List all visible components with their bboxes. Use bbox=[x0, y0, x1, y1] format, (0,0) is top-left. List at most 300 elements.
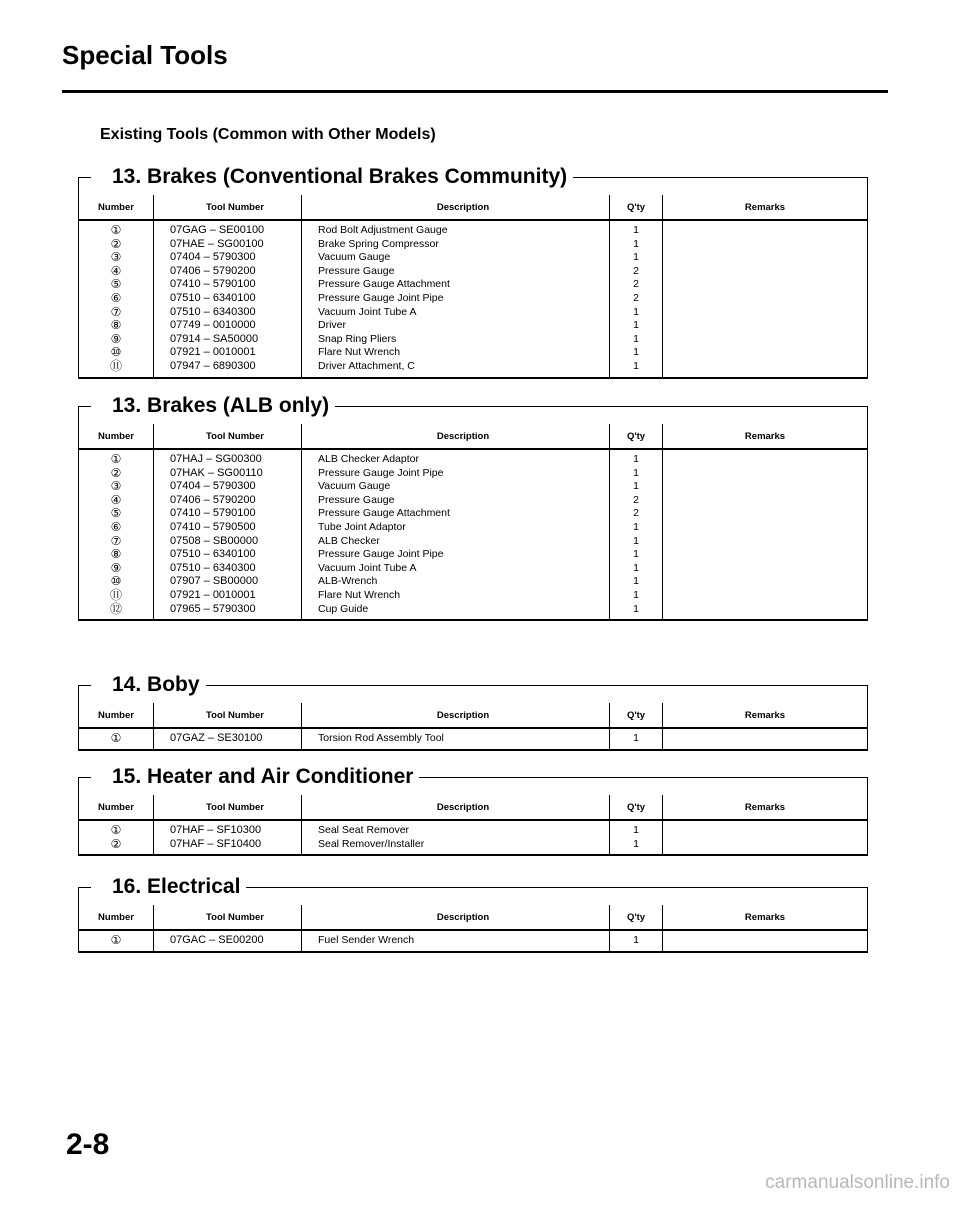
tool-number bbox=[170, 575, 300, 589]
tool-qty-text: 1 bbox=[633, 837, 639, 850]
header-remarks: Remarks bbox=[663, 195, 868, 220]
tool-description-text: Pressure Gauge bbox=[318, 493, 395, 506]
item-number bbox=[80, 548, 152, 562]
item-number bbox=[80, 934, 152, 948]
tool-description-text: Pressure Gauge Attachment bbox=[318, 507, 450, 520]
section-bracket bbox=[78, 887, 91, 906]
tool-description-text: Driver Attachment, C bbox=[318, 359, 415, 372]
tool-description-text: Pressure Gauge Joint Pipe bbox=[318, 291, 444, 304]
item-number-text: ① bbox=[110, 223, 122, 237]
item-number-text: ⑤ bbox=[110, 506, 122, 521]
tool-qty bbox=[611, 265, 661, 279]
tool-description bbox=[318, 480, 608, 494]
tool-description bbox=[318, 575, 608, 589]
header-qty: Q'ty bbox=[610, 424, 663, 449]
tool-description bbox=[318, 589, 608, 603]
tool-description-text: ALB Checker bbox=[318, 534, 380, 547]
tool-qty bbox=[611, 548, 661, 562]
tool-number-text: 07406 – 5790200 bbox=[170, 264, 256, 277]
item-number bbox=[80, 306, 152, 320]
tool-number-text: 07HAF – SF10300 bbox=[170, 824, 262, 836]
tool-number-text: 07510 – 6340300 bbox=[170, 305, 256, 318]
tool-qty-text: 1 bbox=[633, 520, 639, 533]
tool-description-text: Flare Nut Wrench bbox=[318, 588, 401, 601]
tool-description-text: Pressure Gauge Joint Pipe bbox=[318, 548, 444, 561]
item-number-text: ③ bbox=[110, 479, 122, 494]
remarks-cell bbox=[663, 220, 868, 378]
header-row bbox=[79, 424, 868, 449]
item-number-text: ③ bbox=[110, 250, 122, 265]
item-number-text: ⑦ bbox=[110, 304, 122, 319]
qty-cell bbox=[610, 728, 663, 750]
item-number bbox=[80, 521, 152, 535]
tool-qty bbox=[611, 346, 661, 360]
tool-number-text: 07410 – 5790100 bbox=[170, 507, 256, 520]
tool-number bbox=[170, 467, 300, 481]
page-subtitle: Existing Tools (Common with Other Models) bbox=[100, 126, 436, 143]
tool-number-cell bbox=[154, 930, 302, 952]
remarks-cell bbox=[663, 820, 868, 855]
tool-description bbox=[318, 238, 608, 252]
item-number bbox=[80, 278, 152, 292]
tool-description bbox=[318, 548, 608, 562]
section-heater-air-conditioner bbox=[78, 763, 868, 856]
section-title: 16. Electrical bbox=[112, 875, 246, 899]
tool-number bbox=[170, 507, 300, 521]
remarks-cell bbox=[663, 449, 868, 620]
tool-qty-text: 1 bbox=[633, 224, 639, 236]
tools-table bbox=[78, 905, 868, 953]
header-row bbox=[79, 905, 868, 930]
tool-number bbox=[170, 453, 300, 467]
tool-description bbox=[318, 521, 608, 535]
tool-number bbox=[170, 346, 300, 360]
header-remarks: Remarks bbox=[663, 703, 868, 728]
section-rule-cap bbox=[867, 685, 868, 703]
tool-number bbox=[170, 238, 300, 252]
header-qty: Q'ty bbox=[610, 195, 663, 220]
item-number bbox=[80, 480, 152, 494]
remarks-cell bbox=[663, 728, 868, 750]
tool-qty-text: 1 bbox=[633, 346, 639, 359]
qty-cell bbox=[610, 820, 663, 855]
tool-qty-text: 1 bbox=[633, 466, 639, 479]
tool-description bbox=[318, 306, 608, 320]
tool-qty-text: 2 bbox=[633, 278, 639, 291]
tool-number bbox=[170, 603, 300, 617]
section-body bbox=[78, 671, 868, 751]
tool-number-text: 07914 – SA50000 bbox=[170, 332, 259, 345]
tool-number bbox=[170, 292, 300, 306]
qty-cell bbox=[610, 449, 663, 620]
item-number-text: ⑩ bbox=[110, 345, 122, 360]
tool-qty bbox=[611, 238, 661, 252]
tool-qty-text: 2 bbox=[633, 291, 639, 304]
tool-number-text: 07508 – SB00000 bbox=[170, 534, 259, 547]
tool-number bbox=[170, 333, 300, 347]
tool-description-text: Torsion Rod Assembly Tool bbox=[318, 732, 444, 744]
number-cell bbox=[79, 728, 154, 750]
tool-description bbox=[318, 732, 608, 746]
tool-number-cell bbox=[154, 449, 302, 620]
description-cell bbox=[302, 220, 610, 378]
tool-number-text: 07GAG – SE00100 bbox=[170, 224, 265, 236]
header-description: Description bbox=[302, 424, 610, 449]
number-cell bbox=[79, 930, 154, 952]
tool-description bbox=[318, 824, 608, 838]
tool-description bbox=[318, 224, 608, 238]
tool-qty-text: 1 bbox=[633, 359, 639, 372]
tool-number bbox=[170, 824, 300, 838]
tools-table bbox=[78, 795, 868, 856]
item-number-text: ① bbox=[110, 731, 122, 745]
tool-number bbox=[170, 589, 300, 603]
tool-qty bbox=[611, 824, 661, 838]
header-row bbox=[79, 795, 868, 820]
number-cell bbox=[79, 220, 154, 378]
item-number-text: ⑪ bbox=[109, 587, 122, 602]
item-number bbox=[80, 535, 152, 549]
tool-qty-text: 1 bbox=[633, 319, 639, 332]
item-number-text: ② bbox=[110, 465, 122, 480]
tool-description-text: Cup Guide bbox=[318, 602, 369, 615]
tool-description-text: Pressure Gauge Joint Pipe bbox=[318, 466, 444, 479]
tools-table bbox=[78, 703, 868, 751]
header-row bbox=[79, 195, 868, 220]
section-bracket bbox=[78, 777, 91, 796]
header-description: Description bbox=[302, 905, 610, 930]
header-description: Description bbox=[302, 195, 610, 220]
tool-description-text: Rod Bolt Adjustment Gauge bbox=[318, 224, 448, 236]
tool-number bbox=[170, 838, 300, 852]
item-number bbox=[80, 575, 152, 589]
header-qty: Q'ty bbox=[610, 795, 663, 820]
tool-number-text: 07410 – 5790100 bbox=[170, 278, 256, 291]
tool-description bbox=[318, 278, 608, 292]
header-description: Description bbox=[302, 795, 610, 820]
table-row bbox=[79, 220, 868, 378]
item-number bbox=[80, 292, 152, 306]
section-title: 15. Heater and Air Conditioner bbox=[112, 765, 419, 789]
number-cell bbox=[79, 449, 154, 620]
tool-qty bbox=[611, 603, 661, 617]
description-cell bbox=[302, 449, 610, 620]
item-number bbox=[80, 494, 152, 508]
item-number bbox=[80, 224, 152, 238]
section-title: 13. Brakes (ALB only) bbox=[112, 394, 335, 418]
tool-qty bbox=[611, 333, 661, 347]
tool-description bbox=[318, 319, 608, 333]
section-electrical bbox=[78, 873, 868, 953]
item-number bbox=[80, 238, 152, 252]
tool-number-text: 07410 – 5790500 bbox=[170, 520, 256, 533]
tool-number bbox=[170, 265, 300, 279]
header-tool-number: Tool Number bbox=[154, 905, 302, 930]
item-number bbox=[80, 507, 152, 521]
tool-number bbox=[170, 306, 300, 320]
tool-qty bbox=[611, 360, 661, 374]
tool-description bbox=[318, 453, 608, 467]
section-header bbox=[78, 873, 868, 905]
item-number bbox=[80, 603, 152, 617]
tool-description bbox=[318, 333, 608, 347]
section-title: 13. Brakes (Conventional Brakes Community) bbox=[112, 165, 573, 189]
tool-number-text: 07510 – 6340100 bbox=[170, 291, 256, 304]
item-number-text: ④ bbox=[110, 492, 122, 507]
item-number-text: ① bbox=[110, 823, 122, 837]
header-number: Number bbox=[79, 703, 154, 728]
tool-qty-text: 1 bbox=[633, 548, 639, 561]
section-header bbox=[78, 392, 868, 424]
item-number-text: ① bbox=[110, 933, 122, 947]
tool-number-text: 07406 – 5790200 bbox=[170, 493, 256, 506]
tool-qty bbox=[611, 732, 661, 746]
tool-description-text: Pressure Gauge bbox=[318, 264, 395, 277]
tools-table bbox=[78, 424, 868, 621]
tool-number-cell bbox=[154, 820, 302, 855]
tool-number-text: 07HAK – SG00110 bbox=[170, 466, 263, 479]
tool-qty-text: 1 bbox=[633, 332, 639, 345]
tool-qty bbox=[611, 507, 661, 521]
tool-qty bbox=[611, 224, 661, 238]
tool-qty-text: 1 bbox=[633, 480, 639, 493]
tool-qty bbox=[611, 521, 661, 535]
tool-qty-text: 1 bbox=[633, 732, 639, 744]
item-number-text: ⑤ bbox=[110, 277, 122, 292]
header-tool-number: Tool Number bbox=[154, 424, 302, 449]
item-number bbox=[80, 346, 152, 360]
description-cell bbox=[302, 820, 610, 855]
section-rule-cap bbox=[867, 777, 868, 795]
tool-description bbox=[318, 603, 608, 617]
tool-qty-text: 1 bbox=[633, 824, 639, 836]
tool-qty bbox=[611, 467, 661, 481]
tool-description-text: Flare Nut Wrench bbox=[318, 346, 401, 359]
tool-description-text: Pressure Gauge Attachment bbox=[318, 278, 450, 291]
tool-description bbox=[318, 251, 608, 265]
item-number bbox=[80, 838, 152, 852]
tool-qty-text: 1 bbox=[633, 602, 639, 615]
header-tool-number: Tool Number bbox=[154, 703, 302, 728]
header-tool-number: Tool Number bbox=[154, 795, 302, 820]
tool-qty-text: 1 bbox=[633, 561, 639, 574]
tool-number-text: 07HAJ – SG00300 bbox=[170, 453, 262, 465]
tool-number bbox=[170, 319, 300, 333]
tool-number bbox=[170, 494, 300, 508]
table-row bbox=[79, 728, 868, 750]
item-number bbox=[80, 251, 152, 265]
tool-qty-text: 2 bbox=[633, 493, 639, 506]
header-number: Number bbox=[79, 795, 154, 820]
tool-qty-text: 1 bbox=[633, 237, 639, 250]
item-number bbox=[80, 467, 152, 481]
tool-description bbox=[318, 934, 608, 948]
header-number: Number bbox=[79, 195, 154, 220]
tool-qty-text: 1 bbox=[633, 305, 639, 318]
tool-description bbox=[318, 562, 608, 576]
tool-description bbox=[318, 467, 608, 481]
tool-number-text: 07907 – SB00000 bbox=[170, 575, 259, 588]
qty-cell bbox=[610, 930, 663, 952]
tool-number-cell bbox=[154, 220, 302, 378]
item-number-text: ⑪ bbox=[109, 358, 122, 373]
item-number bbox=[80, 589, 152, 603]
tool-number bbox=[170, 480, 300, 494]
item-number-text: ① bbox=[110, 452, 122, 466]
section-rule-cap bbox=[867, 887, 868, 905]
header-number: Number bbox=[79, 905, 154, 930]
tool-number-text: 07510 – 6340100 bbox=[170, 548, 256, 561]
section-header bbox=[78, 163, 868, 195]
page-title: Special Tools bbox=[62, 40, 228, 70]
item-number bbox=[80, 333, 152, 347]
tool-description bbox=[318, 360, 608, 374]
tool-qty bbox=[611, 251, 661, 265]
header-remarks: Remarks bbox=[663, 424, 868, 449]
item-number bbox=[80, 453, 152, 467]
item-number bbox=[80, 824, 152, 838]
tool-qty bbox=[611, 494, 661, 508]
qty-cell bbox=[610, 220, 663, 378]
tool-qty-text: 2 bbox=[633, 264, 639, 277]
item-number bbox=[80, 265, 152, 279]
tool-number bbox=[170, 535, 300, 549]
item-number-text: ⑩ bbox=[110, 574, 122, 589]
section-brakes-conventional bbox=[78, 163, 868, 379]
tool-description bbox=[318, 265, 608, 279]
header-row bbox=[79, 703, 868, 728]
tool-description-text: Driver bbox=[318, 319, 346, 332]
tool-number-text: 07HAE – SG00100 bbox=[170, 237, 264, 250]
item-number bbox=[80, 360, 152, 374]
header-qty: Q'ty bbox=[610, 703, 663, 728]
tool-description-text: Vacuum Joint Tube A bbox=[318, 561, 417, 574]
tool-number-cell bbox=[154, 728, 302, 750]
tool-qty-text: 1 bbox=[633, 588, 639, 601]
description-cell bbox=[302, 728, 610, 750]
section-title: 14. Boby bbox=[112, 673, 206, 697]
tool-description bbox=[318, 292, 608, 306]
tool-description bbox=[318, 507, 608, 521]
tool-qty bbox=[611, 934, 661, 948]
tool-description-text: Fuel Sender Wrench bbox=[318, 934, 415, 946]
tool-description-text: Brake Spring Compressor bbox=[318, 237, 439, 250]
tool-qty bbox=[611, 575, 661, 589]
tool-description-text: Vacuum Joint Tube A bbox=[318, 305, 417, 318]
header-number: Number bbox=[79, 424, 154, 449]
section-rule-cap bbox=[867, 177, 868, 195]
tool-description-text: Vacuum Gauge bbox=[318, 251, 391, 264]
tool-number bbox=[170, 562, 300, 576]
tool-number bbox=[170, 934, 300, 948]
tool-description-text: Seal Seat Remover bbox=[318, 824, 410, 836]
title-rule bbox=[62, 90, 888, 93]
tool-qty-text: 2 bbox=[633, 507, 639, 520]
tool-qty-text: 1 bbox=[633, 453, 639, 465]
tool-number-text: 07947 – 6890300 bbox=[170, 359, 256, 372]
tool-number bbox=[170, 251, 300, 265]
item-number-text: ② bbox=[110, 236, 122, 251]
tool-description-text: Vacuum Gauge bbox=[318, 480, 391, 493]
section-bracket bbox=[78, 685, 91, 704]
section-header bbox=[78, 763, 868, 795]
tool-number-text: 07749 – 0010000 bbox=[170, 319, 256, 332]
tool-description-text: Tube Joint Adaptor bbox=[318, 520, 406, 533]
tool-qty bbox=[611, 453, 661, 467]
tool-number bbox=[170, 224, 300, 238]
header-remarks: Remarks bbox=[663, 795, 868, 820]
header-tool-number: Tool Number bbox=[154, 195, 302, 220]
section-rule-cap bbox=[867, 406, 868, 424]
tool-qty-text: 1 bbox=[633, 575, 639, 588]
table-row bbox=[79, 449, 868, 620]
description-cell bbox=[302, 930, 610, 952]
tool-number bbox=[170, 360, 300, 374]
tool-description-text: Seal Remover/Installer bbox=[318, 837, 425, 850]
tool-qty-text: 1 bbox=[633, 534, 639, 547]
tool-qty-text: 1 bbox=[633, 251, 639, 264]
tool-number bbox=[170, 521, 300, 535]
page-number: 2-8 bbox=[66, 1128, 110, 1161]
section-header bbox=[78, 671, 868, 703]
tool-qty bbox=[611, 278, 661, 292]
table-row bbox=[79, 930, 868, 952]
tool-qty bbox=[611, 480, 661, 494]
item-number-text: ⑨ bbox=[110, 560, 122, 575]
item-number-text: ⑦ bbox=[110, 533, 122, 548]
item-number-text: ⑨ bbox=[110, 331, 122, 346]
tool-number bbox=[170, 732, 300, 746]
header-description: Description bbox=[302, 703, 610, 728]
remarks-cell bbox=[663, 930, 868, 952]
tool-qty bbox=[611, 838, 661, 852]
tool-number bbox=[170, 278, 300, 292]
header-remarks: Remarks bbox=[663, 905, 868, 930]
tool-number-text: 07GAZ – SE30100 bbox=[170, 732, 263, 744]
tool-number-text: 07GAC – SE00200 bbox=[170, 934, 264, 946]
section-bracket bbox=[78, 406, 91, 425]
item-number-text: ⑥ bbox=[110, 290, 122, 305]
item-number bbox=[80, 732, 152, 746]
tool-description bbox=[318, 535, 608, 549]
tool-description-text: ALB Checker Adaptor bbox=[318, 453, 419, 465]
item-number bbox=[80, 319, 152, 333]
item-number bbox=[80, 562, 152, 576]
tool-number-text: 07510 – 6340300 bbox=[170, 561, 256, 574]
tool-number-text: 07921 – 0010001 bbox=[170, 588, 256, 601]
item-number-text: ⑥ bbox=[110, 519, 122, 534]
tool-qty bbox=[611, 535, 661, 549]
watermark: carmanualsonline.info bbox=[765, 1172, 950, 1193]
item-number-text: ⑧ bbox=[110, 318, 122, 333]
tool-description bbox=[318, 838, 608, 852]
header-qty: Q'ty bbox=[610, 905, 663, 930]
tool-qty bbox=[611, 562, 661, 576]
tool-description bbox=[318, 494, 608, 508]
section-rule bbox=[112, 685, 868, 686]
tool-qty bbox=[611, 306, 661, 320]
tool-number bbox=[170, 548, 300, 562]
tool-description bbox=[318, 346, 608, 360]
tool-number-text: 07404 – 5790300 bbox=[170, 251, 256, 264]
item-number-text: ② bbox=[110, 836, 122, 851]
tool-description-text: ALB-Wrench bbox=[318, 575, 378, 588]
tool-number-text: 07HAF – SF10400 bbox=[170, 837, 262, 850]
tool-number-text: 07921 – 0010001 bbox=[170, 346, 256, 359]
tool-qty bbox=[611, 319, 661, 333]
tool-description-text: Snap Ring Pliers bbox=[318, 332, 397, 345]
tools-table bbox=[78, 195, 868, 379]
